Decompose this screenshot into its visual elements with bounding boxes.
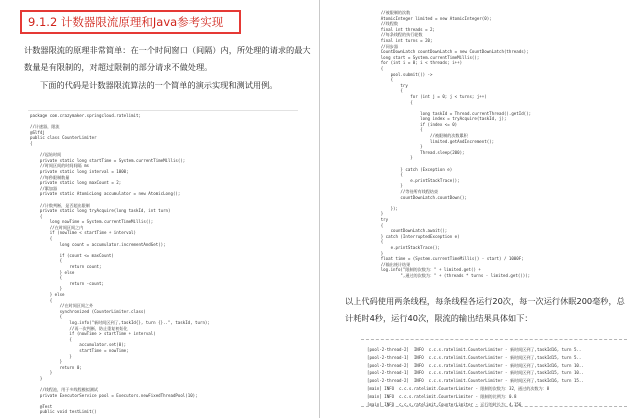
- code-line: private static long interval = 1000;: [30, 168, 129, 174]
- code-line: for (int i = 0; i < threads; i++): [361, 60, 463, 66]
- code-line: countDownLatch.countDown();: [361, 194, 467, 200]
- code-line: long taskId = Thread.currentThread().getId();: [361, 110, 532, 116]
- code-line: try: [361, 82, 408, 88]
- code-line: package com.crazymaker.springcloud.ratelimit;: [30, 113, 141, 118]
- code-line: } catch (Exception e): [361, 166, 453, 172]
- code-line: return count;: [30, 264, 102, 270]
- code-line: //在时间区间之外: [30, 303, 94, 309]
- code-line: //累加器: [30, 185, 58, 191]
- log-line: [main] INFO c.c.s.ratelimit.CounterLimiter - 运行的时长为：4.156: [367, 401, 522, 407]
- code-line: long start = System.currentTimeMillis();: [361, 54, 480, 60]
- code-line: //计数判断，是否超出限制: [30, 202, 90, 208]
- code-line: {: [361, 99, 413, 105]
- code-line: long nowTime = System.currentTimeMillis();: [30, 219, 154, 225]
- code-line: return 0;: [30, 364, 82, 370]
- code-line: }: [30, 375, 43, 381]
- code-line: long index = tryAcquire(taskId, j);: [361, 116, 507, 122]
- log-line: [pool-2-thread-1] INFO c.c.s.ratelimit.CounterLimiter - 新时间区到了,taskId15, turn 10..: [367, 370, 584, 376]
- code-line: {: [30, 297, 53, 303]
- log-line: [pool-2-thread-2] INFO c.c.s.ratelimit.CounterLimiter - 新时间区到了,taskId16, turn 10..: [367, 362, 584, 368]
- code-line: {: [361, 88, 403, 94]
- code-line: } catch (InterruptedException e): [361, 233, 460, 239]
- code-line: Thread.sleep(200);: [361, 149, 465, 155]
- code-line: //线程池，用于多线程模拟测试: [30, 387, 99, 393]
- code-block-top-rule: [28, 110, 298, 111]
- code-line: log.info("限制的次数为：" + limited.get() +: [361, 267, 481, 273]
- code-line: }: [361, 183, 403, 189]
- code-line: }: [30, 353, 72, 359]
- code-line: //计速器，限流: [30, 124, 60, 130]
- code-line: {: [30, 140, 33, 146]
- code-line: CountDownLatch countDownLatch = new CountDownLatch(threads);: [361, 49, 529, 55]
- code-line: {: [30, 258, 63, 264]
- code-line: log.info("新时间区到了,taskId{}, turn {}..", taskId, turn);: [30, 319, 210, 325]
- code-line: private static AtomicLong accumulator = new AtomicLong();: [30, 191, 181, 197]
- code-line: {: [30, 275, 63, 281]
- code-line: }: [30, 286, 63, 292]
- code-line: private static long maxCount = 2;: [30, 180, 122, 186]
- code-line: startTime = nowTime;: [30, 347, 129, 353]
- code-line: return -count;: [30, 280, 104, 286]
- code-block-test-limit: [361, 10, 631, 278]
- code-line: {: [30, 236, 53, 242]
- code-line: accumulator.set(0);: [30, 342, 127, 348]
- code-block-counter-limiter: [30, 113, 300, 416]
- code-line: {: [361, 65, 384, 71]
- code-line: {: [361, 239, 384, 245]
- code-line: try: [361, 216, 389, 222]
- code-line: //起始时间: [30, 152, 62, 158]
- code-line: {: [30, 213, 43, 219]
- code-line: });: [361, 205, 398, 211]
- code-line: //被限制的次数: [361, 10, 411, 15]
- log-line: [pool-2-thread-1] INFO c.c.s.ratelimit.CounterLimiter - 新时间区到了,taskId15, turn 5..: [367, 354, 582, 360]
- code-line: private static long tryAcquire(long taskId, int turn): [30, 208, 171, 214]
- code-line: } else: [30, 269, 75, 275]
- code-line: if (nowTime < startTime + interval): [30, 230, 136, 236]
- result-paragraph: 以上代码使用两条线程，每条线程各运行20次，每一次运行休眠200毫秒，总计耗时4秒，运行40次，限流的输出结果具体如下：: [345, 296, 625, 323]
- code-line: //每秒限制数量: [30, 174, 70, 180]
- code-line: //同步器: [361, 43, 398, 49]
- code-line: if (count <= maxCount): [30, 252, 114, 258]
- code-line: synchronized (CounterLimiter.class): [30, 308, 146, 314]
- code-line: limited.getAndIncrement();: [361, 138, 495, 144]
- code-line: }: [361, 211, 384, 217]
- code-line: ",通过的次数为：" + (threads * turns - limited.get()));: [361, 272, 531, 278]
- log-top-divider: [361, 339, 627, 340]
- code-line: pool.submit(() ->: [361, 71, 433, 77]
- code-line: final int turns = 20;: [361, 37, 433, 43]
- log-bottom-divider: [361, 406, 627, 407]
- code-line: if (index <= 0): [361, 121, 458, 127]
- code-line: final int threads = 2;: [361, 26, 435, 32]
- code-line: //每条线程的执行轮数: [361, 32, 423, 38]
- code-line: //输出统计结果: [361, 261, 411, 267]
- code-intro-paragraph: 下面的代码是计数器限流算法的一个简单的演示实现和测试用例。: [40, 80, 278, 90]
- code-line: @Test: [30, 403, 53, 409]
- right-page: [321, 0, 640, 418]
- code-line: //等待所有线程结束: [361, 189, 439, 194]
- code-line: }: [361, 250, 384, 256]
- code-line: //再一次判断，防止重复初始化: [30, 325, 128, 331]
- code-line: long count = accumulator.incrementAndGet();: [30, 241, 166, 247]
- code-line: public class CounterLimiter: [30, 135, 97, 141]
- code-line: }: [30, 370, 53, 376]
- code-line: //线程数: [361, 21, 398, 27]
- code-line: //被限制的次数累积: [361, 133, 468, 139]
- code-line: {: [361, 127, 423, 133]
- code-line: }: [30, 359, 63, 365]
- log-line: [pool-2-thread-2] INFO c.c.s.ratelimit.CounterLimiter - 新时间区到了,taskId16, turn 5..: [367, 347, 582, 352]
- code-line: {: [361, 77, 394, 83]
- code-line: //时间区间的时间间隔 ms: [30, 163, 90, 169]
- code-line: AtomicInteger limited = new AtomicInteger(0);: [361, 15, 492, 21]
- code-line: }: [361, 144, 423, 150]
- log-line: [pool-2-thread-2] INFO c.c.s.ratelimit.CounterLimiter - 新时间区到了,taskId16, turn 15..: [367, 378, 584, 384]
- code-line: } else: [30, 292, 65, 297]
- code-line: for (int j = 0; j < turns; j++): [361, 93, 487, 99]
- intro-paragraph: 计数器限流的原理非常简单：在一个时间窗口（间隔）内，所处理的请求的最大数量是有限制的，对超过限制的部分请求不做处理。: [24, 45, 311, 72]
- code-line: private ExecutorService pool = Executors.newFixedThreadPool(10);: [30, 392, 198, 398]
- code-line: {: [30, 314, 63, 320]
- code-line: @Slf4j: [30, 129, 45, 135]
- code-line: if (nowTime > startTime + interval): [30, 331, 156, 337]
- code-line: }: [361, 155, 413, 161]
- log-line: [main] INFO c.c.s.ratelimit.CounterLimiter - 限制的比例为：0.8: [367, 393, 517, 399]
- log-line: [main] INFO c.c.s.ratelimit.CounterLimiter - 限制的次数为：32，通过的次数为：8: [367, 385, 550, 391]
- code-line: {: [361, 222, 384, 228]
- code-line: countDownLatch.await();: [361, 228, 448, 234]
- code-line: public void testLimit(): [30, 409, 97, 415]
- log-output: [367, 346, 627, 408]
- code-line: e.printStackTrace();: [361, 177, 460, 183]
- code-line: {: [30, 336, 72, 342]
- code-line: private static long startTime = System.currentTimeMillis();: [30, 157, 186, 163]
- code-line: //在时间区间之内: [30, 224, 84, 230]
- code-line: {: [361, 172, 403, 178]
- code-line: float time = (System.currentTimeMillis() - start) / 1000F;: [361, 256, 524, 262]
- code-line: e.printStackTrace();: [361, 244, 440, 250]
- section-heading: 9.1.2 计数器限流原理和Java参考实现: [20, 10, 241, 34]
